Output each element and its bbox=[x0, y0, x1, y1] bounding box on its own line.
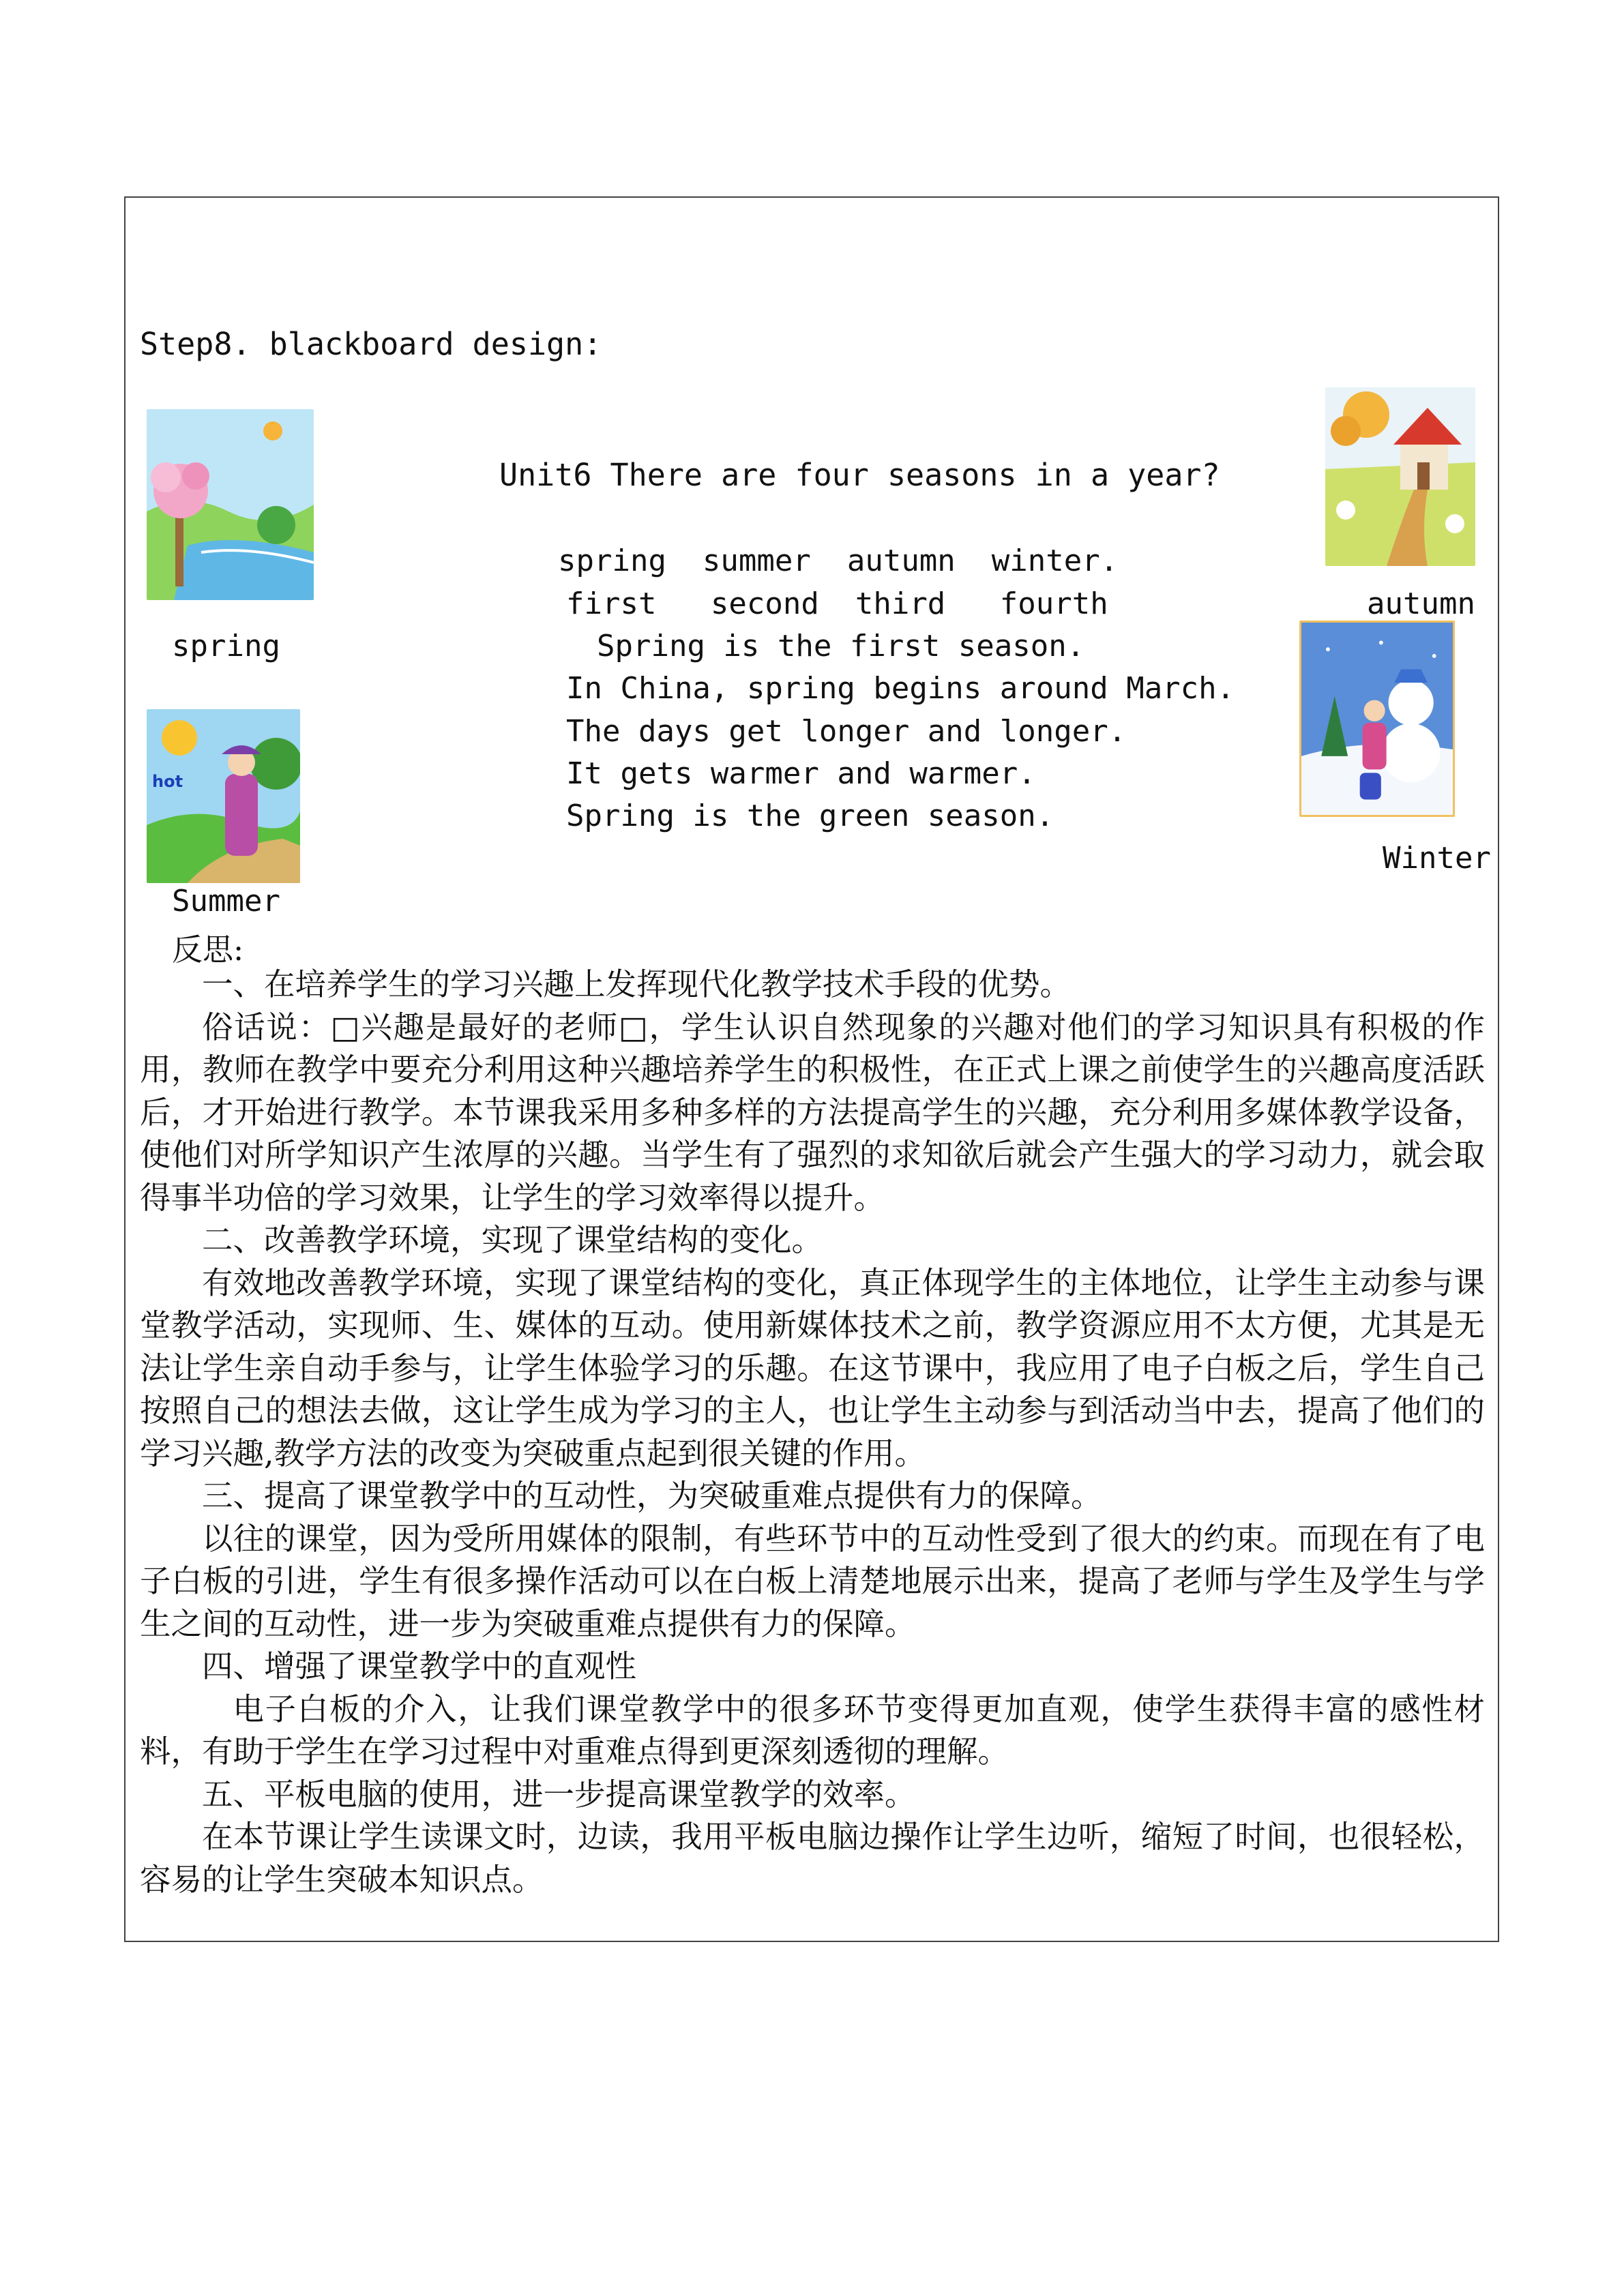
blackboard-line-3: Spring is the first season. bbox=[597, 629, 1085, 664]
hot-label: hot bbox=[152, 772, 183, 791]
summer-picture bbox=[147, 709, 300, 883]
reflection-paragraph-5: 在本节课让学生读课文时，边读，我用平板电脑边操作让学生边听，缩短了时间，也很轻松，容易的让学生突破本知识点。 bbox=[140, 1819, 1485, 1898]
reflection-paragraph-4: 电子白板的介入，让我们课堂教学中的很多环节变得更加直观，使学生获得丰富的感性材料，有助于学生在学习过程中对重难点得到更深刻透彻的理解。 bbox=[140, 1690, 1485, 1770]
blackboard-line-5: The days get longer and longer. bbox=[566, 714, 1127, 749]
reflection-heading-2: 二、改善教学环境，实现了课堂结构的变化。 bbox=[202, 1222, 823, 1258]
blackboard-line-seasons: spring summer autumn winter. bbox=[558, 543, 1119, 578]
blackboard-line-6: It gets warmer and warmer. bbox=[566, 756, 1036, 791]
blackboard-line-7: Spring is the green season. bbox=[566, 799, 1054, 833]
caption-winter: Winter bbox=[1383, 841, 1491, 876]
reflection-heading-5: 五、平板电脑的使用，进一步提高课堂教学的效率。 bbox=[202, 1776, 916, 1813]
step-heading: Step8. blackboard design: bbox=[140, 326, 602, 362]
reflection-heading-3: 三、提高了课堂教学中的互动性，为突破重难点提供有力的保障。 bbox=[202, 1478, 1102, 1514]
reflection-paragraph-3: 以往的课堂，因为受所用媒体的限制，有些环节中的互动性受到了很大的约束。而现在有了电子白板的引进，学生有很多操作活动可以在白板上清楚地展示出来，提高了老师与学生及学生与学生之间的互动性，进一步为突破重难点提供有力的保障。 bbox=[140, 1520, 1485, 1642]
winter-picture bbox=[1299, 621, 1455, 817]
blackboard-line-4: In China, spring begins around March. bbox=[566, 671, 1235, 706]
reflection-heading-4: 四、增强了课堂教学中的直观性 bbox=[202, 1648, 637, 1684]
blackboard-title: Unit6 There are four seasons in a year? bbox=[499, 457, 1220, 493]
reflection-heading-1: 一、在培养学生的学习兴趣上发挥现代化教学技术手段的优势。 bbox=[202, 966, 1072, 1002]
spring-picture bbox=[147, 409, 314, 600]
autumn-picture bbox=[1325, 387, 1475, 566]
caption-autumn: autumn bbox=[1367, 586, 1475, 621]
reflection-paragraph-1: 俗话说：□兴趣是最好的老师□，学生认识自然现象的兴趣对他们的学习知识具有积极的作用，教师在教学中要充分利用这种兴趣培养学生的积极性，在正式上课之前使学生的兴趣高度活跃后，才开始进行教学。本节课我采用多种多样的方法提高学生的兴趣，充分利用多媒体教学设备，使他们对所学知识产生浓厚的兴趣。当学生有了强烈的求知欲后就会产生强大的学习动力，就会取得事半功倍的学习效果，让学生的学习效率得以提升。 bbox=[140, 1009, 1485, 1216]
reflection-body bbox=[140, 964, 1485, 1901]
blackboard-line-ordinals: first second third fourth bbox=[566, 586, 1108, 621]
caption-spring: spring bbox=[172, 629, 280, 664]
reflection-title: 反思: bbox=[172, 931, 244, 968]
reflection-paragraph-2: 有效地改善教学环境，实现了课堂结构的变化，真正体现学生的主体地位，让学生主动参与课堂教学活动，实现师、生、媒体的互动。使用新媒体技术之前，教学资源应用不太方便，尤其是无法让学生亲自动手参与，让学生体验学习的乐趣。在这节课中，我应用了电子白板之后，学生自己按照自己的想法去做，这让学生成为学习的主人，也让学生主动参与到活动当中去，提高了他们的学习兴趣,教学方法的改变为突破重点起到很关键的作用。 bbox=[140, 1264, 1485, 1472]
caption-summer: Summer bbox=[172, 884, 280, 919]
